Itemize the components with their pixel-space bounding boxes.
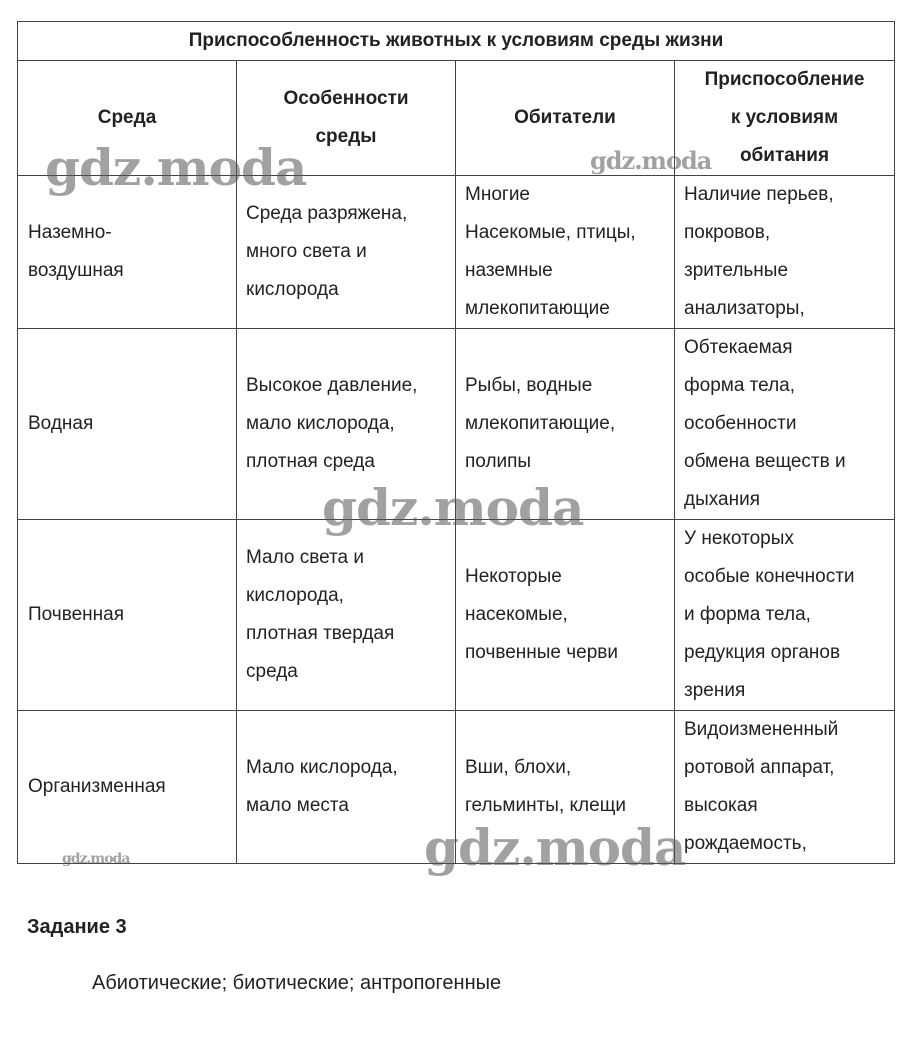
cell-environment: Наземно- воздушная (18, 176, 237, 329)
table-title-row (18, 22, 895, 61)
cell-environment: Водная (18, 329, 237, 520)
table-title: Приспособленность животных к условиям среды жизни (18, 22, 895, 61)
task-title: Задание 3 (27, 916, 127, 938)
cell-inhabitants: Рыбы, водные млекопитающие, полипы (456, 329, 675, 520)
header-inhabitants: Обитатели (456, 61, 675, 176)
cell-inhabitants: Многие Насекомые, птицы, наземные млекопитающие (456, 176, 675, 329)
table-row (18, 520, 895, 711)
cell-inhabitants: Некоторые насекомые, почвенные черви (456, 520, 675, 711)
table-row (18, 176, 895, 329)
task-answer: Абиотические; биотические; антропогенные (92, 972, 502, 994)
watermark: gdz.moda (62, 851, 130, 867)
cell-adaptation: Наличие перьев, покровов, зрительные анализаторы, (675, 176, 895, 329)
header-adaptation: Приспособление к условиям обитания (675, 61, 895, 176)
cell-features: Мало света и кислорода, плотная твердая среда (237, 520, 456, 711)
cell-features: Среда разряжена, много света и кислорода (237, 176, 456, 329)
header-environment: Среда (18, 61, 237, 176)
header-features: Особенности среды (237, 61, 456, 176)
cell-inhabitants: Вши, блохи, гельминты, клещи (456, 711, 675, 864)
cell-features: Высокое давление, мало кислорода, плотная среда (237, 329, 456, 520)
cell-environment: Почвенная (18, 520, 237, 711)
watermark: gdz.moda (322, 478, 584, 537)
watermark: gdz.moda (590, 146, 712, 175)
watermark: gdz.moda (424, 818, 686, 877)
cell-adaptation: Видоизмененный ротовой аппарат, высокая рождаемость, (675, 711, 895, 864)
watermark: gdz.moda (45, 138, 307, 197)
cell-features: Мало кислорода, мало места (237, 711, 456, 864)
cell-adaptation: Обтекаемая форма тела, особенности обмена веществ и дыхания (675, 329, 895, 520)
cell-adaptation: У некоторых особые конечности и форма тела, редукция органов зрения (675, 520, 895, 711)
cell-environment: Организменная (18, 711, 237, 864)
